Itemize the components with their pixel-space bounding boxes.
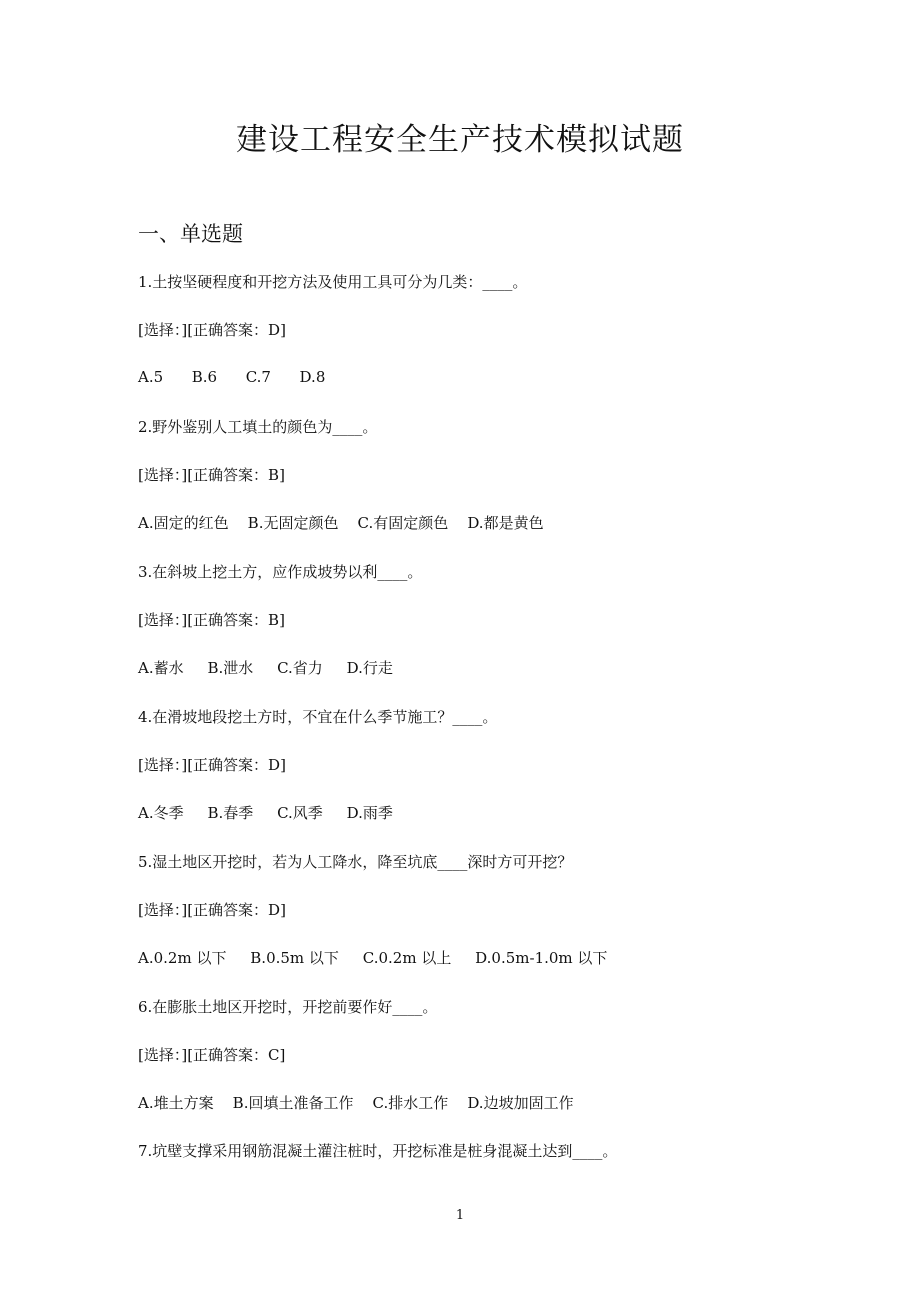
question-1-answer: [选择：][正确答案：D] xyxy=(138,321,286,339)
question-4-answer: [选择：][正确答案：D] xyxy=(138,756,286,774)
question-6-options: A.堆土方案 B.回填土准备工作 C.排水工作 D.边坡加固工作 xyxy=(138,1094,574,1112)
question-2-answer: [选择：][正确答案：B] xyxy=(138,466,285,484)
question-5-stem: 5.湿土地区开挖时，若为人工降水，降至坑底____深时方可开挖？ xyxy=(138,853,573,871)
question-6-answer: [选择：][正确答案：C] xyxy=(138,1046,286,1064)
question-6-stem: 6.在膨胀土地区开挖时，开挖前要作好____。 xyxy=(138,998,438,1016)
question-2-options: A.固定的红色 B.无固定颜色 C.有固定颜色 D.都是黄色 xyxy=(138,514,544,532)
question-1-options: A.5 B.6 C.7 D.8 xyxy=(138,368,326,386)
section-heading: 一、单选题 xyxy=(138,222,243,246)
question-4-options: A.冬季 B.春季 C.风季 D.雨季 xyxy=(138,804,393,822)
page-number: 1 xyxy=(455,1208,465,1223)
document-title: 建设工程安全生产技术模拟试题 xyxy=(236,122,684,158)
question-5-options: A.0.2m 以下 B.0.5m 以下 C.0.2m 以上 D.0.5m-1.0m 以下 xyxy=(138,949,608,967)
question-4-stem: 4.在滑坡地段挖土方时，不宜在什么季节施工？____。 xyxy=(138,708,498,726)
question-7-stem: 7.坑壁支撑采用钢筋混凝土灌注桩时，开挖标准是桩身混凝土达到____。 xyxy=(138,1142,618,1160)
question-5-answer: [选择：][正确答案：D] xyxy=(138,901,286,919)
question-3-stem: 3.在斜坡上挖土方，应作成坡势以利____。 xyxy=(138,563,423,581)
question-3-answer: [选择：][正确答案：B] xyxy=(138,611,285,629)
question-1-stem: 1.土按坚硬程度和开挖方法及使用工具可分为几类：____。 xyxy=(138,273,528,291)
question-2-stem: 2.野外鉴别人工填土的颜色为____。 xyxy=(138,418,378,436)
question-3-options: A.蓄水 B.泄水 C.省力 D.行走 xyxy=(138,659,393,677)
